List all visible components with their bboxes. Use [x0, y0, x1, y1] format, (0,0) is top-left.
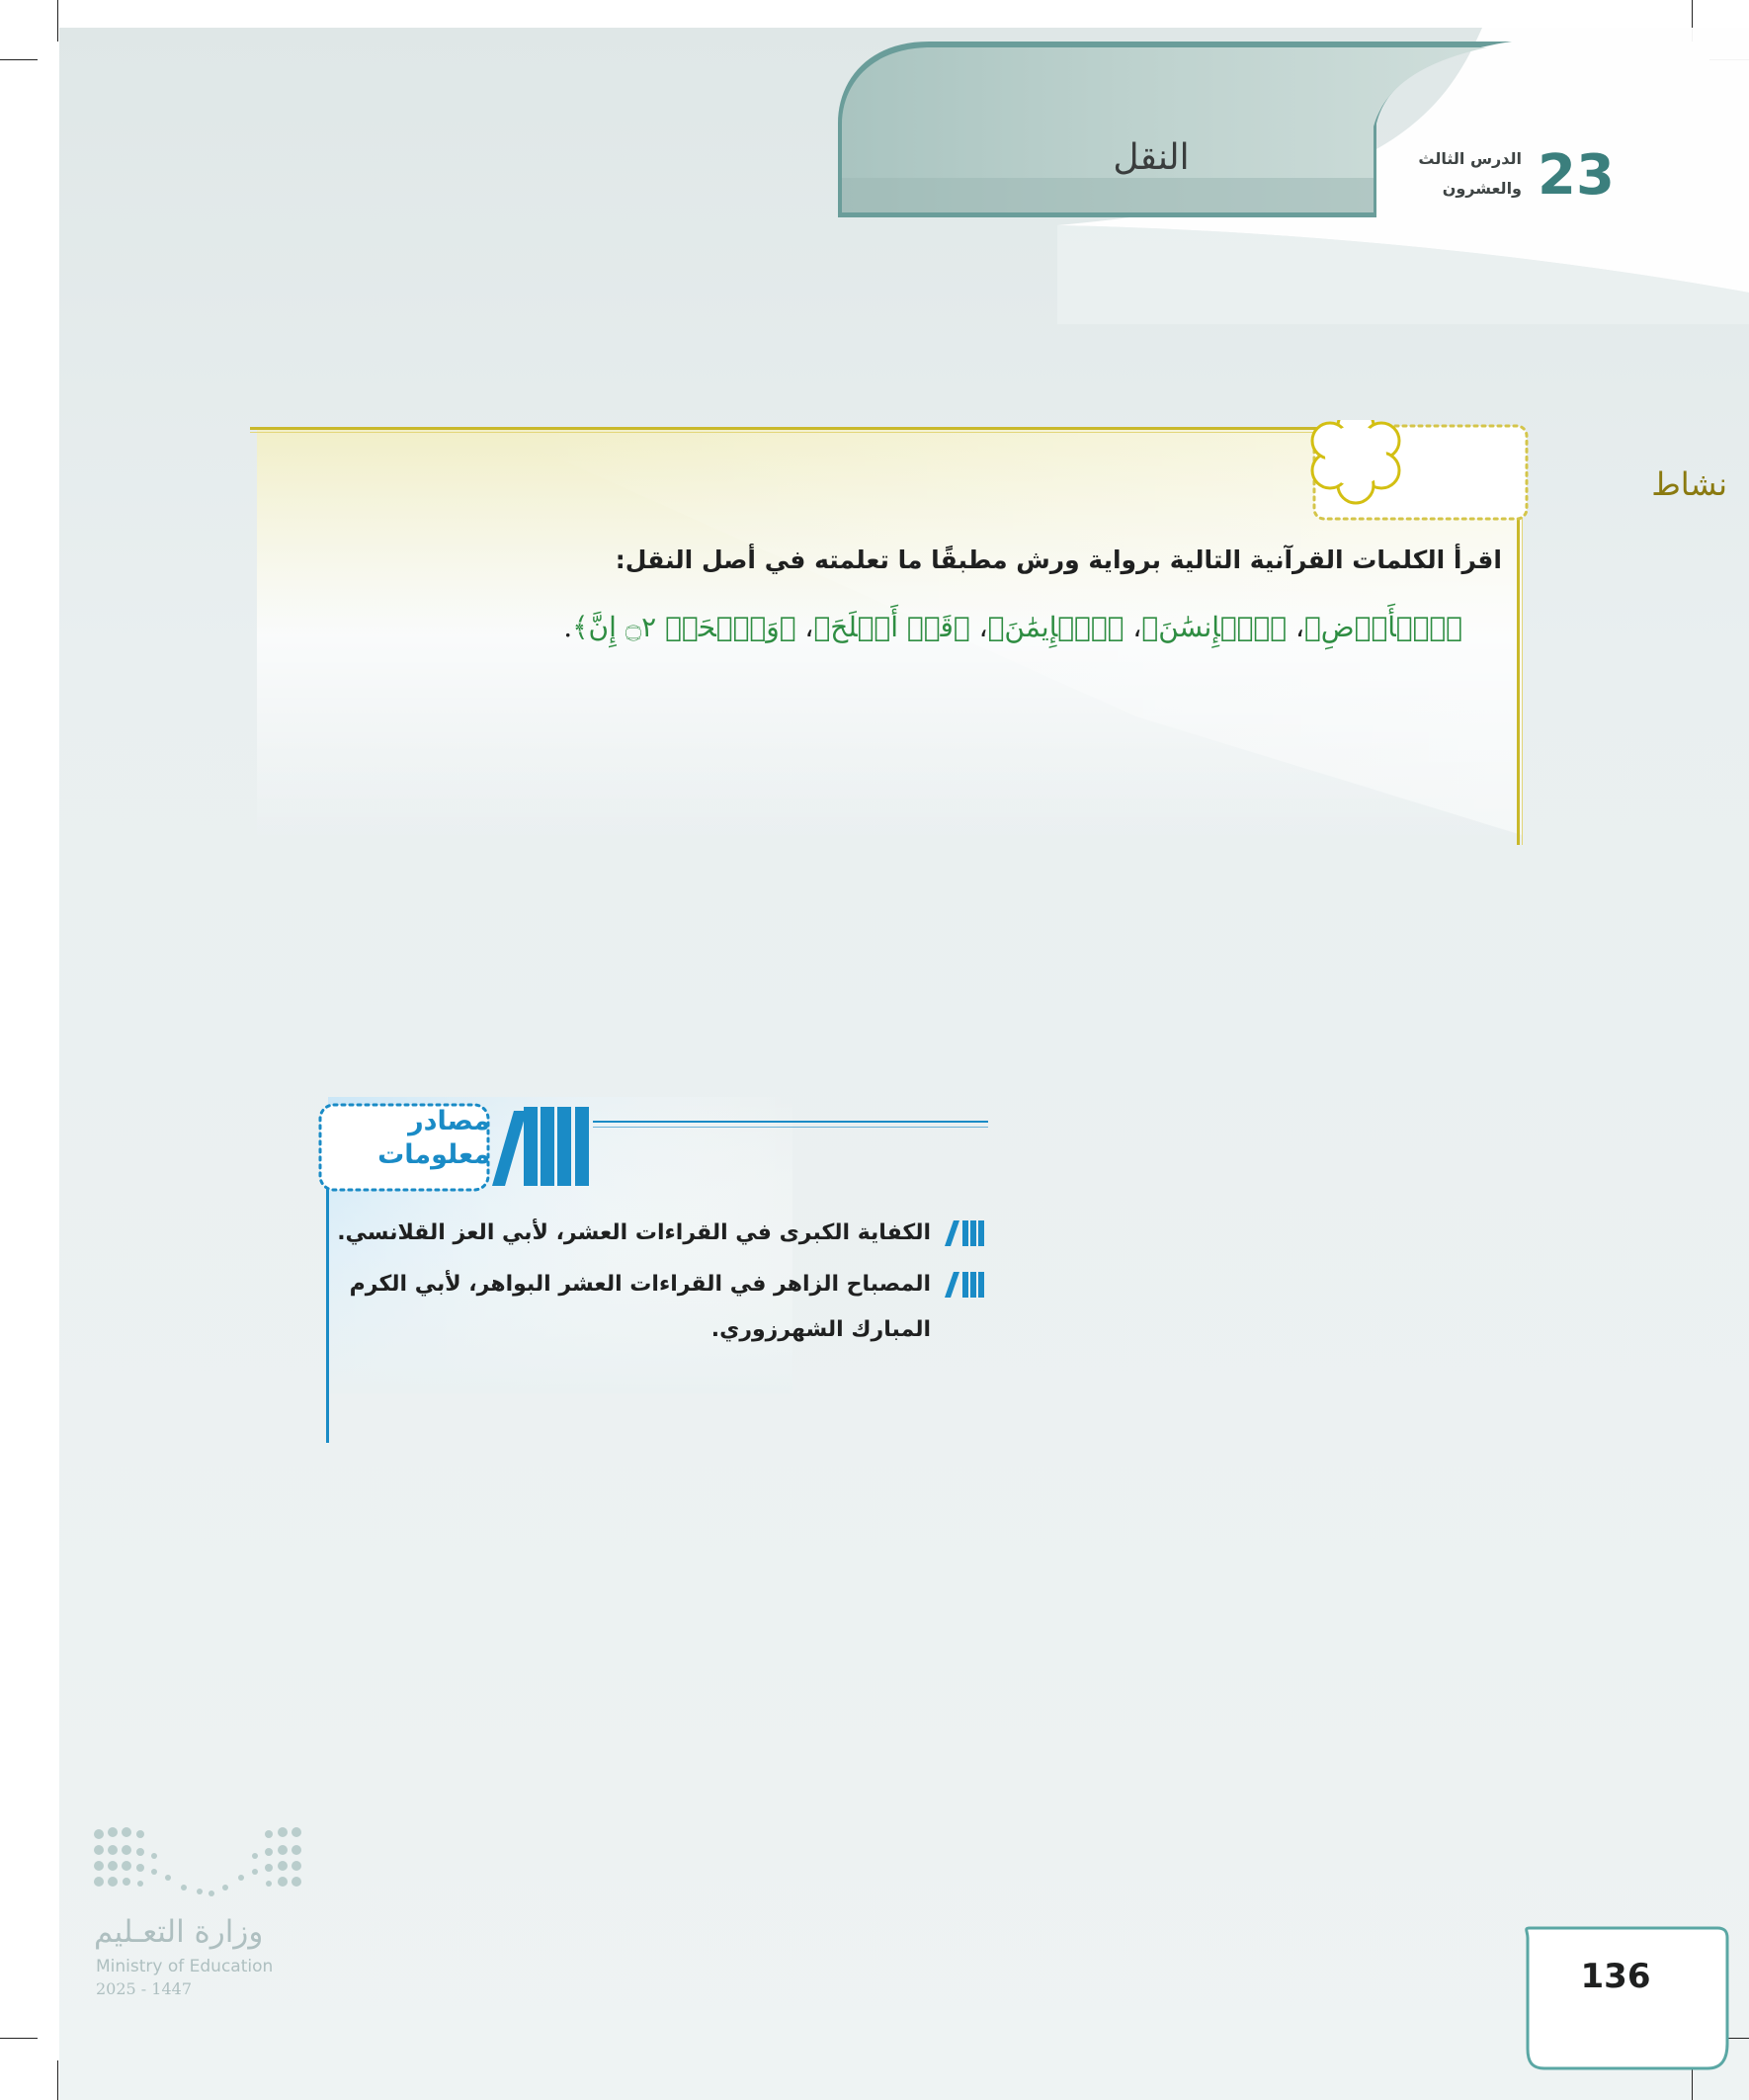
crop-mark: [57, 0, 58, 42]
lesson-label: [1398, 144, 1522, 204]
quran-word: ﴿ٱلۡإِنسَٰنَ﴾: [1141, 611, 1288, 643]
crop-mark: [57, 2060, 58, 2100]
separator: ،: [795, 611, 814, 643]
lesson-number: 23: [1538, 143, 1615, 208]
lesson-title: النقل: [1113, 137, 1190, 178]
separator: ،: [1287, 611, 1304, 643]
quran-word: ﴿وَٱنۡحَرۡ ۝٢ إِنَّ﴾: [572, 611, 796, 643]
separator: ،: [1124, 611, 1142, 643]
activity-label: نشاط: [1651, 465, 1727, 503]
quran-word: ﴿قَدۡ أَفۡلَحَ﴾: [813, 611, 970, 643]
sources-list: [336, 1211, 988, 1359]
lesson-label-line2: والعشرون: [1442, 179, 1522, 198]
list-item: [336, 1262, 988, 1353]
quran-words: [247, 603, 1462, 652]
quran-word: ﴿ٱلۡأَرۡضِ﴾: [1303, 611, 1462, 643]
quran-word: ﴿ٱلۡإِيمَٰنَ﴾: [987, 611, 1124, 643]
list-item: [336, 1211, 988, 1256]
source-text: الكفاية الكبرى في القراءات العشر، لأبي العز القلانسي.: [337, 1220, 931, 1245]
sources-section: [316, 1087, 1008, 1443]
sources-label: مصادر معلومات: [377, 1106, 490, 1170]
books-bullet-icon: [945, 1218, 988, 1248]
ministry-name-en: Ministry of Education: [96, 1957, 274, 1976]
ministry-name-ar: وزارة التعـليم: [94, 1914, 264, 1950]
crop-mark: [0, 2038, 38, 2039]
source-text: المصباح الزاهر في القراءات العشر البواهر، لأبي الكرم المبارك الشهرزوري.: [349, 1272, 931, 1342]
activity-instruction: اقرأ الكلمات القرآنية التالية برواية ورش مطبقًا ما تعلمته في أصل النقل:: [615, 546, 1502, 574]
books-bullet-icon: [945, 1270, 988, 1300]
page-number: 136: [1580, 1957, 1651, 1996]
end-mark: .: [563, 611, 573, 643]
crop-mark: [0, 59, 38, 60]
lesson-label-line1: الدرس الثالث: [1418, 149, 1522, 168]
separator: ،: [969, 611, 988, 643]
ministry-year: 2025 - 1447: [96, 1979, 193, 1998]
